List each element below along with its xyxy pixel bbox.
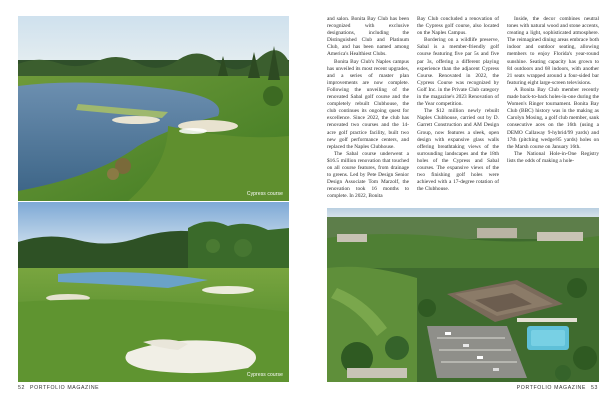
photo-caption: Cypress course <box>246 372 283 378</box>
article-paragraph: Bordering on a wildlife preserve, Sabal is a member-friendly golf course featuring five par 5s and five par 3s, offering a different playing experience than the adjacent Cypress Course. Renovated in 2022, the Cypress Course was recognized by Golf Inc. in the Private Club category in the magazine's 2023 Renovation of the Year competition. <box>417 37 499 108</box>
article-paragraph: The $12 million newly rebuilt Naples Clubhouse, carried out by D. Garrett Construction and AM Design Group, now features a sleek, open design with expansive glass walls offering breathtaking views of the surrounding landscapes and the 18th holes of the Cypress and Sabal courses. The expansive views of the two finishing golf holes were achieved with a 17-degree rotation of the Clubhouse. <box>417 108 499 193</box>
golf-course-fairway-image <box>18 202 289 382</box>
article-paragraph: The National Hole-in-One Registry lists the odds of making a hole- <box>507 150 599 164</box>
article-paragraph: A Bonita Bay Club member recently made back-to-back holes-in-one during the Women's Ringer tournament. Bonita Bay Club (BBC) history was in the making as Carolyn Mosing, a golf club member, sank consecutive aces on the 16th (using a DEMO Callaway 9-hybrid/99 yards) and 17th (pitching wedge/85 yards) holes on the Marsh course on January 16th. <box>507 86 599 150</box>
photo-cypress-course-lake <box>18 16 289 201</box>
article-paragraph: The Sabal course underwent a $16.5 million renovation that touched on all course features, from drainage to greens. Led by Pete Design Senior Design Associate Tom Marzolf, the renovation took 16 months to complete. In 2022, Bonita <box>327 150 409 200</box>
article-paragraph: Inside, the decor combines neutral tones with natural wood and stone accents, creating a light, sophisticated atmosphere. The reimagined dining areas embrace both indoor and outdoor seating, allowing members to enjoy Florida's year-round sunshine. Seating capacity has grown to 84 outdoors and 68 indoors, with another 21 seats wrapped around a four-sided bar featuring eight large-screen televisions. <box>507 16 599 86</box>
article-paragraph: Bonita Bay Club's Naples campus has unveiled its most recent upgrades, and a series of master plan improvements are now complete. Following the unveiling of the renovated Sabal golf course and the completely rebuilt Clubhouse, the club continues its ongoing quest for excellence. Since 2022, the club has renovated two courses and the 14-acre golf practice facility, built two new golf performance centers, and replaced the Naples Clubhouse. <box>327 58 409 150</box>
page-number-left: 52 <box>18 385 25 391</box>
photo-caption: Cypress course <box>246 191 283 197</box>
golf-course-lake-image <box>18 16 289 201</box>
photo-cypress-course-fairway <box>18 202 289 382</box>
folio-left <box>18 385 99 391</box>
photo-clubhouse-aerial <box>327 208 599 382</box>
magazine-title-left: PORTFOLIO MAGAZINE <box>30 385 100 391</box>
article-column-2 <box>417 16 499 193</box>
article-column-3 <box>507 16 599 165</box>
clubhouse-aerial-image <box>327 208 599 382</box>
article-paragraph: and salon. Bonita Bay Club has been recognized with exclusive designations, including the Distinguished Club and Platinum Club, and has been named among America's Healthiest Clubs. <box>327 16 409 58</box>
article-column-1 <box>327 16 409 200</box>
magazine-title-right: PORTFOLIO MAGAZINE <box>516 385 586 391</box>
folio-right <box>517 385 598 391</box>
article-paragraph: Bay Club concluded a renovation of the Cypress golf course, also located on the Naples Campus. <box>417 16 499 37</box>
page-number-right: 53 <box>591 385 598 391</box>
